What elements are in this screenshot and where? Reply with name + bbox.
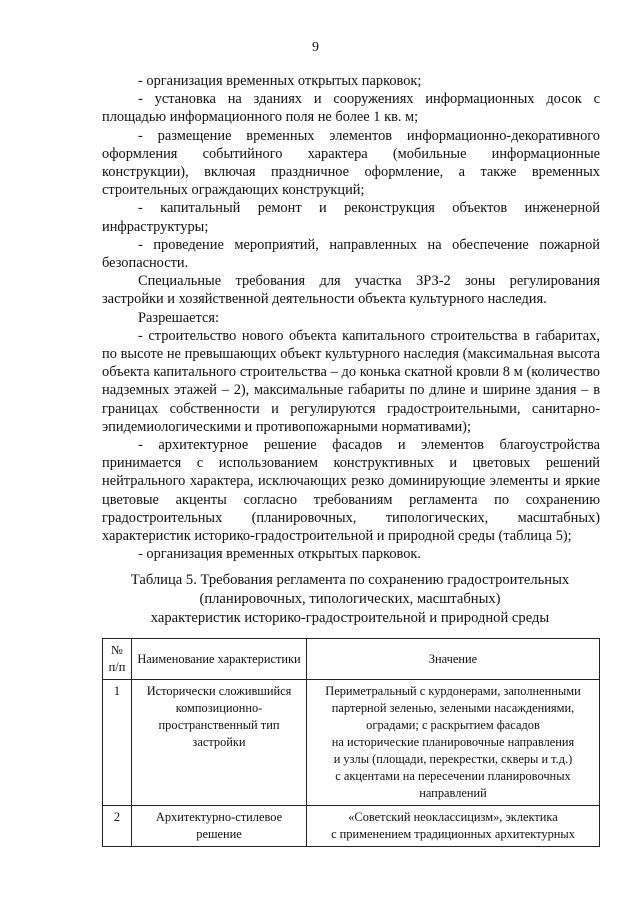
paragraph: - строительство нового объекта капитального строительства в габаритах, по высоте не превышающих объект культурного наследия (максимальная высота объекта капитального строительства – до конька скатной кровли 8 м (количество надземных этажей – 2), максимальные габариты по длине и ширине здания – в границах собственности и регулируются градостроительными, санитарно-эпидемиологическими и противопожарными нормативами);	[102, 327, 600, 435]
paragraph: - организация временных открытых парковок.	[138, 546, 422, 563]
table-header-row	[103, 639, 600, 680]
paragraph: - проведение мероприятий, направленных на обеспечение пожарной безопасности.	[102, 236, 600, 272]
paragraph: - капитальный ремонт и реконструкция объектов инженерной инфраструктуры;	[102, 200, 600, 235]
cell-value: «Советский неоклассицизм», эклектика с применением традиционных архитектурных	[307, 806, 600, 847]
paragraph: - организация временных открытых парковок;	[138, 73, 422, 89]
cell-value: Периметральный с курдонерами, заполненными партерной зеленью, зелеными насаждениями, оградами; с раскрытием фасадов на исторические планировочные направления и узлы (площади, перекрестки, скверы и т.д.) с акцентами на пересечении планировочных направлений	[307, 680, 600, 806]
header-value: Значение	[307, 639, 600, 680]
cell-name: Архитектурно-стилевое решение	[132, 806, 307, 847]
table-caption-line: Таблица 5. Требования регламента по сохранению градостроительных	[130, 572, 570, 588]
cell-name: Исторически сложившийся композиционно- пространственный тип застройки	[132, 680, 307, 806]
cell-num: 1	[103, 680, 132, 806]
paragraph: - размещение временных элементов информационно-декоративного оформления событийного характера (мобильные информационные конструкции), включая праздничное оформление, а также временных строительных ограждающих конструкций;	[102, 127, 600, 199]
header-num: № п/п	[103, 639, 132, 680]
requirements-table	[102, 638, 600, 847]
table-row	[103, 680, 600, 806]
paragraph: - архитектурное решение фасадов и элементов благоустройства принимается с использованием конструктивных и цветовых решений нейтрального характера, исключающих резко доминирующие элементы и яркие цветовые акценты согласно требованиям регламента по сохранению градостроительных (планировочных, типологических, масштабных) характеристик историко-градостроительной и природной среды (таблица 5);	[102, 437, 600, 545]
paragraph: Разрешается:	[138, 309, 219, 326]
table-caption	[100, 571, 600, 628]
cell-num: 2	[103, 806, 132, 847]
table-caption-line: характеристик историко-градостроительной и природной среды	[150, 610, 550, 626]
table-row	[103, 806, 600, 847]
paragraph: Специальные требования для участка ЗРЗ-2 зоны регулирования застройки и хозяйственной деятельности объекта культурного наследия.	[102, 273, 600, 308]
table-caption-line: (планировочных, типологических, масштабных)	[199, 591, 501, 607]
page-number: 9	[312, 40, 319, 55]
body-text	[102, 72, 600, 563]
paragraph: - установка на зданиях и сооружениях информационных досок с площадью информационного поля не более 1 кв. м;	[102, 91, 600, 126]
header-name: Наименование характеристики	[132, 639, 307, 680]
